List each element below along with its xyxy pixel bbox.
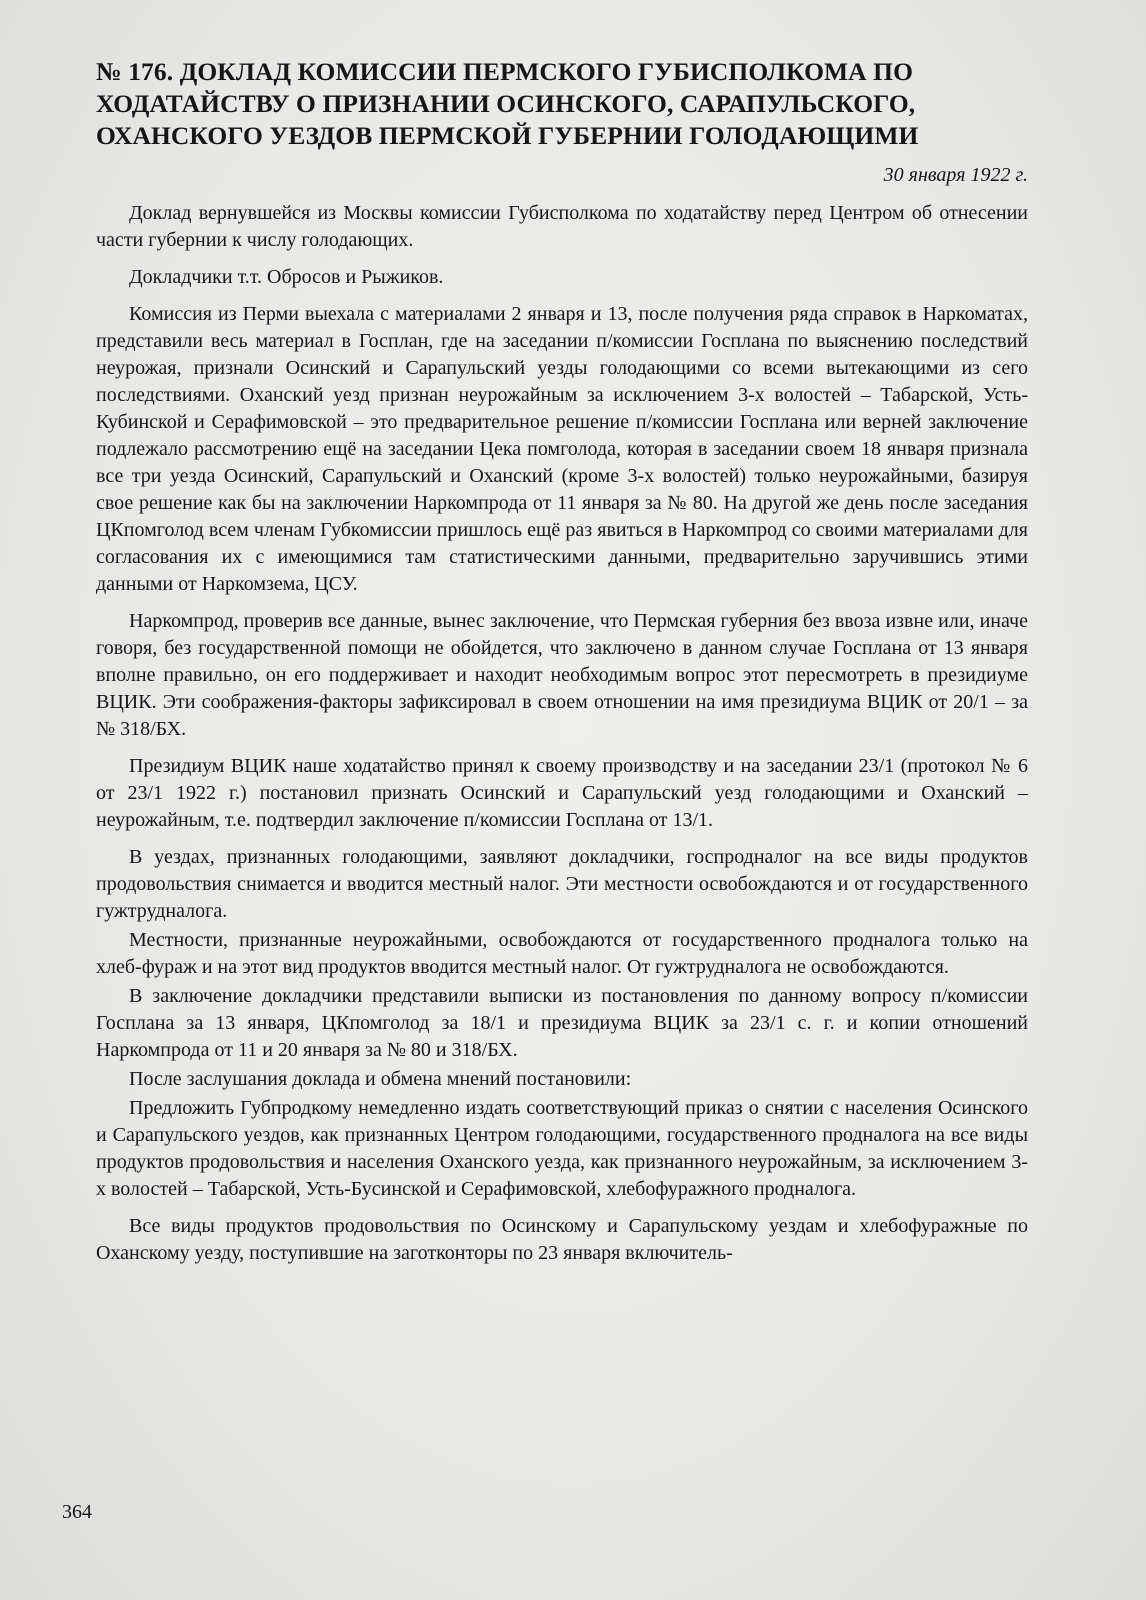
document-body bbox=[96, 200, 1028, 1267]
title-line: ОХАНСКОГО УЕЗДОВ ПЕРМСКОЙ ГУБЕРНИИ ГОЛОДАЮЩИМИ bbox=[96, 121, 919, 150]
paragraph: Комиссия из Перми выехала с материалами 2 января и 13, после получения ряда справок в Наркоматах, представили весь материал в Госплан, где на заседании п/комиссии Госплана по выяснению последствий неурожая, признали Осинский и Сарапульский уезды голодающими со всеми вытекающими из сего последствиями. Оханский уезд признан неурожайным за исключением 3-х волостей – Табарской, Усть-Кубинской и Серафимовской – это предварительное решение п/комиссии Госплана или верней заключение подлежало рассмотрению ещё на заседании Цека помголода, которая в заседании своем 18 января признала все три уезда Осинский, Сарапульский и Оханский (кроме 3-х волостей) только неурожайными, базируя свое решение как бы на заключении Наркомпрода от 11 января за № 80. На другой же день после заседания ЦКпомголод всем членам Губкомиссии пришлось ещё раз явиться в Наркомпрод со своими материалами для согласования их с имеющимися там статистическими данными, предварительно заручившись этими данными от Наркомзема, ЦСУ. bbox=[96, 303, 1028, 595]
document-content bbox=[96, 56, 1028, 1277]
document-date: 30 января 1922 г. bbox=[883, 164, 1028, 186]
paragraph: В уездах, признанных голодающими, заявляют докладчики, госпродналог на все виды продуктов продовольствия снимается и вводится местный налог. Эти местности освобождаются и от государственного гужтрудналога. bbox=[96, 846, 1028, 922]
paragraph: В заключение докладчики представили выписки из постановления по данному вопросу п/комиссии Госплана за 13 января, ЦКпомголод за 18/1 и президиума ВЦИК за 23/1 с. г. и копии отношений Наркомпрода от 11 и 20 января за № 80 и 318/БХ. bbox=[96, 985, 1028, 1061]
page-number: 364 bbox=[62, 1501, 92, 1523]
paragraph: Все виды продуктов продовольствия по Осинскому и Сарапульскому уездам и хлебофуражные по Оханскому уезду, поступившие на заготконторы по 23 января включитель- bbox=[96, 1215, 1028, 1264]
document-title bbox=[96, 56, 1028, 152]
paragraph: Предложить Губпродкому немедленно издать соответствующий приказ о снятии с населения Осинского и Сарапульского уездов, как признанных Центром голодающими, государственного продналога на все виды продуктов продовольствия и населения Оханского уезда, как признанного неурожайным, за исключением 3-х волостей – Табарской, Усть-Бусинской и Серафимовской, хлебофуражного продналога. bbox=[96, 1097, 1028, 1200]
paragraph: После заслушания доклада и обмена мнений постановили: bbox=[129, 1068, 632, 1090]
paragraph: Местности, признанные неурожайными, освобождаются от государственного продналога только на хлеб-фураж и на этот вид продуктов вводится местный налог. От гужтрудналога не освобождаются. bbox=[96, 929, 1028, 978]
paragraph: Наркомпрод, проверив все данные, вынес заключение, что Пермская губерния без ввоза извне или, иначе говоря, без государственной помощи не обойдется, что заключено в данном случае Госплана от 13 января вполне правильно, он его поддерживает и находит необходимым вопрос этот пересмотреть в президиуме ВЦИК. Эти соображения-факторы зафиксировал в своем отношении на имя президиума ВЦИК от 20/1 – за № 318/БХ. bbox=[96, 610, 1028, 740]
paragraph: Президиум ВЦИК наше ходатайство принял к своему производству и на заседании 23/1 (протокол № 6 от 23/1 1922 г.) постановил признать Осинский и Сарапульский уезд голодающими и Оханский – неурожайным, т.е. подтвердил заключение п/комиссии Госплана от 13/1. bbox=[96, 755, 1028, 831]
title-line: № 176. ДОКЛАД КОМИССИИ ПЕРМСКОГО ГУБИСПОЛКОМА ПО bbox=[96, 57, 914, 86]
paragraph: Доклад вернувшейся из Москвы комиссии Губисполкома по ходатайству перед Центром об отнесении части губернии к числу голодающих. bbox=[96, 202, 1028, 251]
title-line: ХОДАТАЙСТВУ О ПРИЗНАНИИ ОСИНСКОГО, САРАПУЛЬСКОГО, bbox=[96, 89, 916, 118]
paragraph: Докладчики т.т. Обросов и Рыжиков. bbox=[129, 266, 444, 288]
